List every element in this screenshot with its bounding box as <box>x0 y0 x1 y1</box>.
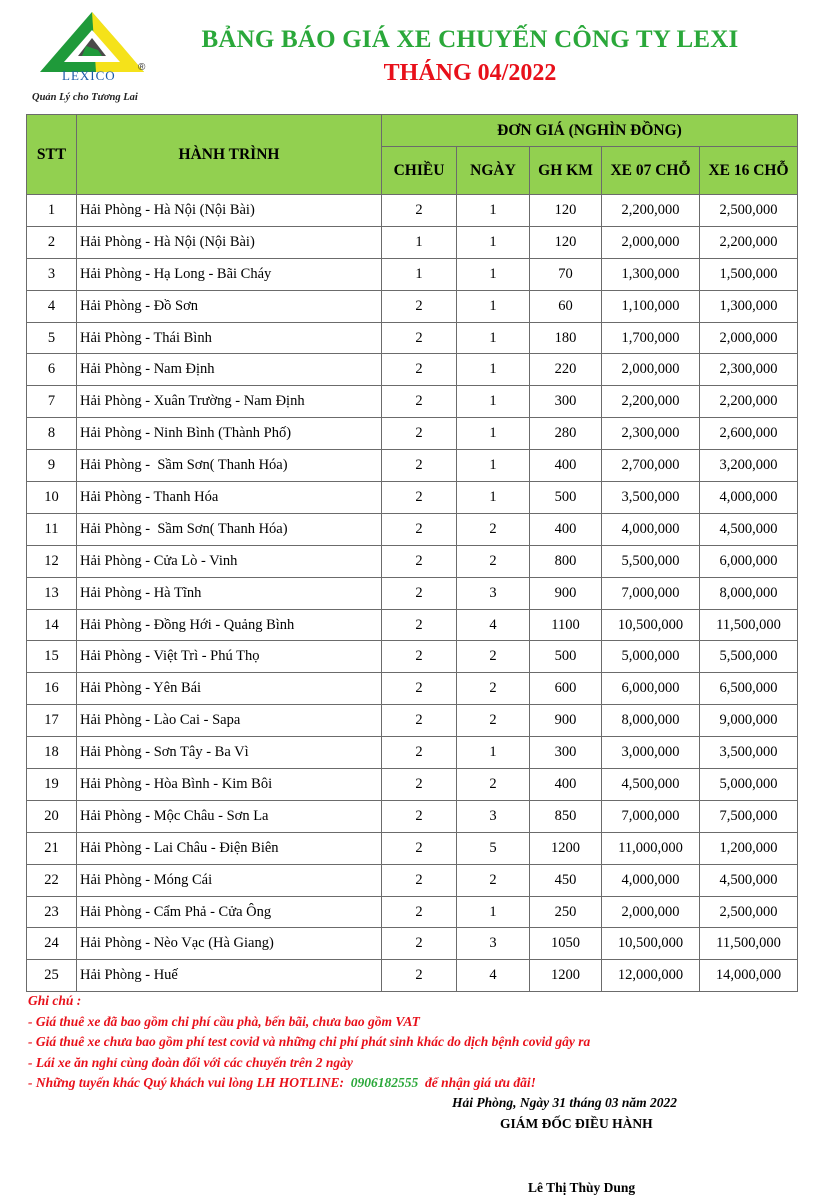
cell-stt: 22 <box>27 864 77 896</box>
price-table <box>26 114 798 992</box>
cell-direction: 2 <box>382 800 457 832</box>
cell-car16: 11,500,000 <box>700 609 798 641</box>
cell-route: Hải Phòng - Sơn Tây - Ba Vì <box>77 737 382 769</box>
cell-car16: 4,000,000 <box>700 482 798 514</box>
cell-direction: 2 <box>382 705 457 737</box>
cell-stt: 4 <box>27 290 77 322</box>
cell-car16: 6,000,000 <box>700 545 798 577</box>
cell-direction: 2 <box>382 896 457 928</box>
cell-stt: 23 <box>27 896 77 928</box>
cell-days: 1 <box>457 737 530 769</box>
table-row <box>27 960 798 992</box>
cell-car7: 7,000,000 <box>602 577 700 609</box>
cell-car7: 6,000,000 <box>602 673 700 705</box>
cell-car7: 1,300,000 <box>602 258 700 290</box>
cell-km: 1200 <box>530 832 602 864</box>
cell-direction: 2 <box>382 482 457 514</box>
cell-direction: 1 <box>382 226 457 258</box>
cell-car7: 3,500,000 <box>602 482 700 514</box>
cell-days: 1 <box>457 226 530 258</box>
cell-stt: 15 <box>27 641 77 673</box>
signature-role: GIÁM ĐỐC ĐIỀU HÀNH <box>500 1116 653 1131</box>
cell-direction: 2 <box>382 609 457 641</box>
header-km: GH KM <box>530 147 602 195</box>
table-row <box>27 577 798 609</box>
table-row <box>27 609 798 641</box>
table-row <box>27 322 798 354</box>
cell-direction: 2 <box>382 450 457 482</box>
cell-car16: 3,500,000 <box>700 737 798 769</box>
table-row <box>27 195 798 227</box>
cell-stt: 2 <box>27 226 77 258</box>
table-row <box>27 418 798 450</box>
cell-days: 2 <box>457 769 530 801</box>
cell-stt: 7 <box>27 386 77 418</box>
cell-car16: 2,200,000 <box>700 386 798 418</box>
cell-route: Hải Phòng - Xuân Trường - Nam Định <box>77 386 382 418</box>
cell-km: 280 <box>530 418 602 450</box>
table-row <box>27 769 798 801</box>
document-subtitle-month: THÁNG 04/2022 <box>383 60 557 86</box>
header-route: HÀNH TRÌNH <box>77 115 382 195</box>
cell-route: Hải Phòng - Ninh Bình (Thành Phố) <box>77 418 382 450</box>
cell-days: 1 <box>457 322 530 354</box>
cell-route: Hải Phòng - Sầm Sơn( Thanh Hóa) <box>77 513 382 545</box>
cell-car16: 1,500,000 <box>700 258 798 290</box>
cell-car7: 2,300,000 <box>602 418 700 450</box>
cell-car7: 2,000,000 <box>602 896 700 928</box>
cell-km: 1200 <box>530 960 602 992</box>
cell-km: 70 <box>530 258 602 290</box>
cell-km: 450 <box>530 864 602 896</box>
table-row <box>27 928 798 960</box>
cell-car7: 12,000,000 <box>602 960 700 992</box>
cell-car16: 2,000,000 <box>700 322 798 354</box>
cell-route: Hải Phòng - Nam Định <box>77 354 382 386</box>
cell-direction: 2 <box>382 354 457 386</box>
cell-car16: 4,500,000 <box>700 864 798 896</box>
cell-days: 1 <box>457 354 530 386</box>
cell-km: 850 <box>530 800 602 832</box>
cell-km: 220 <box>530 354 602 386</box>
cell-route: Hải Phòng - Thanh Hóa <box>77 482 382 514</box>
table-row <box>27 896 798 928</box>
logo-brand-text: LEXICO <box>62 68 116 83</box>
header-days: NGÀY <box>457 147 530 195</box>
cell-stt: 9 <box>27 450 77 482</box>
cell-route: Hải Phòng - Lai Châu - Điện Biên <box>77 832 382 864</box>
cell-direction: 2 <box>382 290 457 322</box>
cell-car16: 5,500,000 <box>700 641 798 673</box>
cell-car16: 1,300,000 <box>700 290 798 322</box>
cell-km: 600 <box>530 673 602 705</box>
cell-direction: 2 <box>382 641 457 673</box>
cell-days: 1 <box>457 896 530 928</box>
note-hotline-prefix: - Những tuyến khác Quý khách vui lòng LH HOTLINE: <box>28 1075 351 1090</box>
cell-car7: 2,700,000 <box>602 450 700 482</box>
cell-route: Hải Phòng - Móng Cái <box>77 864 382 896</box>
registered-mark: ® <box>138 62 146 73</box>
cell-days: 1 <box>457 482 530 514</box>
cell-stt: 14 <box>27 609 77 641</box>
cell-car7: 2,200,000 <box>602 195 700 227</box>
table-row <box>27 641 798 673</box>
cell-days: 3 <box>457 800 530 832</box>
cell-km: 400 <box>530 450 602 482</box>
cell-days: 2 <box>457 513 530 545</box>
cell-km: 1100 <box>530 609 602 641</box>
cell-direction: 2 <box>382 513 457 545</box>
cell-days: 4 <box>457 960 530 992</box>
cell-car7: 2,000,000 <box>602 226 700 258</box>
cell-car7: 3,000,000 <box>602 737 700 769</box>
table-row <box>27 705 798 737</box>
cell-direction: 1 <box>382 258 457 290</box>
table-row <box>27 737 798 769</box>
table-row <box>27 354 798 386</box>
table-row <box>27 864 798 896</box>
cell-stt: 17 <box>27 705 77 737</box>
cell-direction: 2 <box>382 545 457 577</box>
cell-stt: 12 <box>27 545 77 577</box>
signature-date: Hải Phòng, Ngày 31 tháng 03 năm 2022 <box>452 1095 678 1110</box>
cell-stt: 8 <box>27 418 77 450</box>
header-car7: XE 07 CHỖ <box>602 147 700 195</box>
table-row <box>27 482 798 514</box>
cell-direction: 2 <box>382 418 457 450</box>
cell-km: 900 <box>530 577 602 609</box>
cell-days: 1 <box>457 450 530 482</box>
cell-days: 3 <box>457 928 530 960</box>
cell-km: 300 <box>530 386 602 418</box>
cell-route: Hải Phòng - Đồ Sơn <box>77 290 382 322</box>
table-row <box>27 673 798 705</box>
header-car16: XE 16 CHỖ <box>700 147 798 195</box>
cell-car16: 4,500,000 <box>700 513 798 545</box>
cell-car16: 7,500,000 <box>700 800 798 832</box>
cell-stt: 20 <box>27 800 77 832</box>
cell-stt: 5 <box>27 322 77 354</box>
cell-days: 1 <box>457 195 530 227</box>
cell-route: Hải Phòng - Lào Cai - Sapa <box>77 705 382 737</box>
cell-days: 2 <box>457 705 530 737</box>
cell-route: Hải Phòng - Huế <box>77 960 382 992</box>
cell-days: 2 <box>457 641 530 673</box>
cell-direction: 2 <box>382 769 457 801</box>
cell-route: Hải Phòng - Cẩm Phả - Cửa Ông <box>77 896 382 928</box>
hotline-number: 0906182555 <box>350 1075 419 1090</box>
cell-km: 300 <box>530 737 602 769</box>
cell-car7: 11,000,000 <box>602 832 700 864</box>
cell-car7: 7,000,000 <box>602 800 700 832</box>
note-line-hotline <box>28 1073 590 1094</box>
cell-km: 1050 <box>530 928 602 960</box>
cell-car16: 2,300,000 <box>700 354 798 386</box>
cell-car7: 5,000,000 <box>602 641 700 673</box>
cell-car7: 8,000,000 <box>602 705 700 737</box>
cell-days: 2 <box>457 864 530 896</box>
cell-route: Hải Phòng - Mộc Châu - Sơn La <box>77 800 382 832</box>
cell-km: 250 <box>530 896 602 928</box>
cell-car7: 10,500,000 <box>602 609 700 641</box>
cell-days: 1 <box>457 290 530 322</box>
cell-route: Hải Phòng - Hà Nội (Nội Bài) <box>77 226 382 258</box>
cell-km: 900 <box>530 705 602 737</box>
cell-route: Hải Phòng - Yên Bái <box>77 673 382 705</box>
cell-car7: 4,000,000 <box>602 513 700 545</box>
cell-days: 3 <box>457 577 530 609</box>
cell-days: 4 <box>457 609 530 641</box>
cell-car7: 2,000,000 <box>602 354 700 386</box>
table-row <box>27 513 798 545</box>
cell-car16: 2,200,000 <box>700 226 798 258</box>
cell-direction: 2 <box>382 386 457 418</box>
cell-km: 500 <box>530 482 602 514</box>
cell-stt: 6 <box>27 354 77 386</box>
table-row <box>27 386 798 418</box>
header-direction: CHIỀU <box>382 147 457 195</box>
cell-car16: 1,200,000 <box>700 832 798 864</box>
cell-car16: 2,600,000 <box>700 418 798 450</box>
cell-direction: 2 <box>382 960 457 992</box>
cell-days: 5 <box>457 832 530 864</box>
cell-days: 2 <box>457 545 530 577</box>
cell-km: 120 <box>530 195 602 227</box>
cell-route: Hải Phòng - Sầm Sơn( Thanh Hóa) <box>77 450 382 482</box>
cell-car7: 4,000,000 <box>602 864 700 896</box>
header-price-group: ĐƠN GIÁ (NGHÌN ĐỒNG) <box>382 115 798 147</box>
cell-km: 180 <box>530 322 602 354</box>
cell-route: Hải Phòng - Nèo Vạc (Hà Giang) <box>77 928 382 960</box>
cell-car16: 9,000,000 <box>700 705 798 737</box>
cell-stt: 10 <box>27 482 77 514</box>
cell-direction: 2 <box>382 832 457 864</box>
cell-km: 800 <box>530 545 602 577</box>
cell-car16: 2,500,000 <box>700 195 798 227</box>
cell-direction: 2 <box>382 928 457 960</box>
cell-direction: 2 <box>382 195 457 227</box>
price-table-body <box>27 195 798 992</box>
table-row <box>27 800 798 832</box>
cell-days: 1 <box>457 258 530 290</box>
cell-route: Hải Phòng - Hạ Long - Bãi Cháy <box>77 258 382 290</box>
cell-stt: 24 <box>27 928 77 960</box>
notes-heading: Ghi chú : <box>28 993 82 1008</box>
cell-car16: 2,500,000 <box>700 896 798 928</box>
cell-route: Hải Phòng - Hà Tĩnh <box>77 577 382 609</box>
table-row <box>27 832 798 864</box>
cell-km: 400 <box>530 769 602 801</box>
cell-days: 1 <box>457 418 530 450</box>
cell-days: 2 <box>457 673 530 705</box>
cell-stt: 21 <box>27 832 77 864</box>
cell-km: 400 <box>530 513 602 545</box>
cell-car16: 8,000,000 <box>700 577 798 609</box>
cell-route: Hải Phòng - Cửa Lò - Vinh <box>77 545 382 577</box>
cell-stt: 1 <box>27 195 77 227</box>
cell-car16: 14,000,000 <box>700 960 798 992</box>
cell-route: Hải Phòng - Thái Bình <box>77 322 382 354</box>
cell-route: Hải Phòng - Đồng Hới - Quảng Bình <box>77 609 382 641</box>
cell-route: Hải Phòng - Hà Nội (Nội Bài) <box>77 195 382 227</box>
cell-stt: 13 <box>27 577 77 609</box>
cell-car16: 11,500,000 <box>700 928 798 960</box>
notes-block <box>28 991 590 1094</box>
header-stt: STT <box>27 115 77 195</box>
document-title: BẢNG BÁO GIÁ XE CHUYẾN CÔNG TY LEXI <box>201 26 739 53</box>
cell-stt: 16 <box>27 673 77 705</box>
cell-direction: 2 <box>382 577 457 609</box>
table-row <box>27 258 798 290</box>
cell-days: 1 <box>457 386 530 418</box>
cell-stt: 19 <box>27 769 77 801</box>
table-row <box>27 290 798 322</box>
cell-car16: 3,200,000 <box>700 450 798 482</box>
table-row <box>27 450 798 482</box>
cell-car7: 1,700,000 <box>602 322 700 354</box>
table-row <box>27 545 798 577</box>
note-line: - Lái xe ăn nghỉ cùng đoàn đối với các chuyến trên 2 ngày <box>28 1054 353 1070</box>
signature-name: Lê Thị Thùy Dung <box>528 1180 636 1195</box>
cell-direction: 2 <box>382 322 457 354</box>
cell-direction: 2 <box>382 673 457 705</box>
cell-km: 120 <box>530 226 602 258</box>
cell-car16: 6,500,000 <box>700 673 798 705</box>
cell-km: 60 <box>530 290 602 322</box>
table-row <box>27 226 798 258</box>
cell-stt: 18 <box>27 737 77 769</box>
company-logo <box>28 6 158 108</box>
cell-stt: 11 <box>27 513 77 545</box>
note-line: - Giá thuê xe đã bao gồm chi phí cầu phà, bến bãi, chưa bao gồm VAT <box>28 1013 420 1029</box>
cell-km: 500 <box>530 641 602 673</box>
cell-car7: 4,500,000 <box>602 769 700 801</box>
note-line: - Giá thuê xe chưa bao gồm phí test covid và những chi phí phát sinh khác do dịch bệnh covid gây ra <box>28 1034 591 1049</box>
cell-route: Hải Phòng - Việt Trì - Phú Thọ <box>77 641 382 673</box>
cell-route: Hải Phòng - Hòa Bình - Kim Bôi <box>77 769 382 801</box>
logo-slogan: Quản Lý cho Tương Lai <box>32 92 138 103</box>
cell-direction: 2 <box>382 864 457 896</box>
cell-car16: 5,000,000 <box>700 769 798 801</box>
cell-stt: 3 <box>27 258 77 290</box>
note-hotline-suffix: để nhận giá ưu đãi! <box>418 1075 536 1090</box>
cell-car7: 1,100,000 <box>602 290 700 322</box>
cell-car7: 5,500,000 <box>602 545 700 577</box>
cell-direction: 2 <box>382 737 457 769</box>
cell-stt: 25 <box>27 960 77 992</box>
cell-car7: 10,500,000 <box>602 928 700 960</box>
cell-car7: 2,200,000 <box>602 386 700 418</box>
